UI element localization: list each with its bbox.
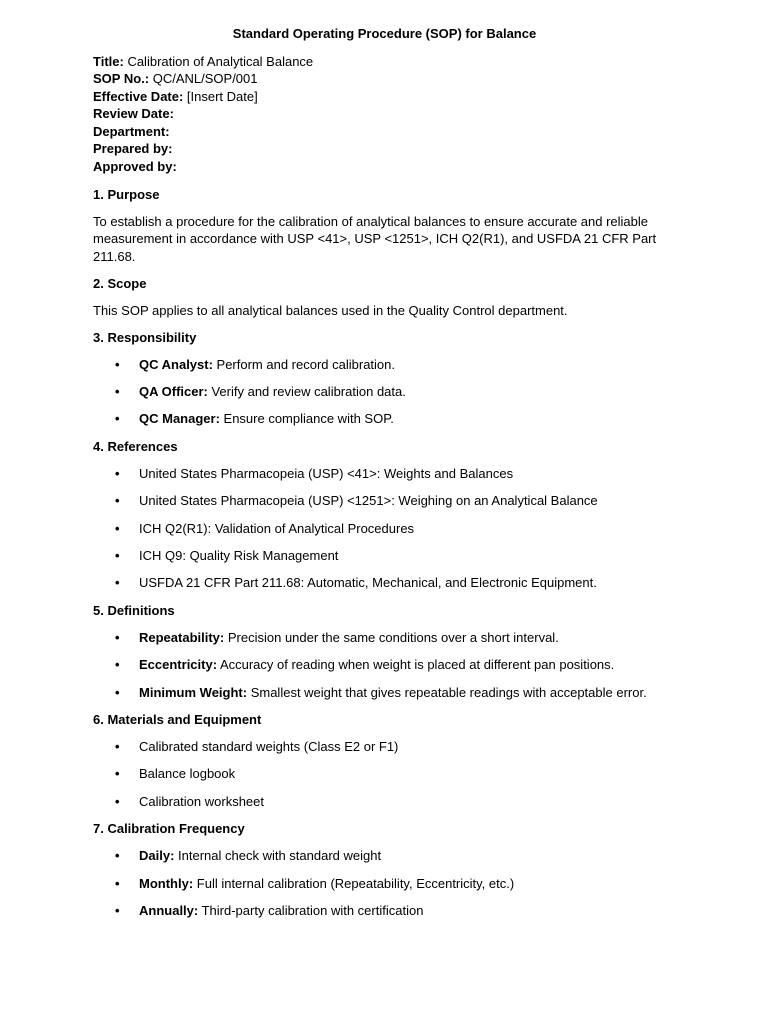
item-label: Eccentricity: — [139, 657, 218, 673]
list-item — [93, 875, 683, 893]
list-item — [93, 629, 683, 647]
item-label: Minimum Weight: — [139, 684, 248, 700]
item-label: QA Officer: — [139, 384, 208, 400]
meta-review-date — [93, 105, 683, 123]
bullet-icon: • — [115, 465, 120, 481]
bullet-list — [93, 847, 683, 919]
list-item — [93, 356, 683, 374]
meta-value: [Insert Date] — [183, 88, 258, 104]
bullet-icon: • — [115, 793, 120, 809]
item-text: United States Pharmacopeia (USP) <41>: Weights and Balances — [139, 465, 514, 481]
meta-effective-date — [93, 88, 683, 106]
list-item — [93, 765, 683, 783]
item-label: Monthly: — [139, 875, 194, 891]
item-label: Annually: — [139, 902, 199, 918]
item-label: Daily: — [139, 848, 175, 864]
bullet-icon: • — [115, 738, 120, 754]
section-heading: 7. Calibration Frequency — [93, 821, 245, 837]
item-text: Balance logbook — [139, 766, 236, 782]
item-label: QC Analyst: — [139, 356, 213, 372]
bullet-icon: • — [115, 384, 120, 400]
list-item — [93, 793, 683, 811]
bullet-list — [93, 465, 683, 592]
item-text: ICH Q9: Quality Risk Management — [139, 548, 339, 563]
meta-label: Department: — [93, 123, 170, 139]
list-item — [93, 847, 683, 865]
item-text: United States Pharmacopeia (USP) <1251>: Weighing on an Analytical Balance — [139, 493, 598, 509]
bullet-icon: • — [115, 684, 120, 700]
item-text: Smallest weight that gives repeatable readings with acceptable error. — [247, 684, 647, 700]
bullet-icon: • — [115, 875, 120, 891]
section-heading: 6. Materials and Equipment — [93, 711, 262, 727]
meta-label: Title: — [93, 53, 124, 69]
bullet-icon: • — [115, 848, 120, 864]
list-item — [93, 547, 683, 565]
bullet-icon: • — [115, 902, 120, 918]
list-item — [93, 383, 683, 401]
list-item — [93, 656, 683, 674]
section-heading: 2. Scope — [93, 275, 147, 291]
list-item — [93, 465, 683, 483]
bullet-list — [93, 356, 683, 428]
document-metadata — [93, 53, 683, 176]
meta-approved-by — [93, 158, 683, 176]
bullet-icon: • — [115, 493, 120, 509]
section-heading: 4. References — [93, 438, 178, 454]
item-text: Calibration worksheet — [139, 793, 265, 809]
bullet-icon: • — [115, 657, 120, 673]
section-heading: 5. Definitions — [93, 602, 175, 618]
meta-title — [93, 53, 683, 71]
item-text: Verify and review calibration data. — [207, 384, 406, 400]
section-calibration-frequency — [93, 820, 683, 919]
bullet-icon: • — [115, 520, 120, 536]
bullet-icon: • — [115, 766, 120, 782]
meta-department — [93, 123, 683, 141]
item-text: Ensure compliance with SOP. — [219, 411, 394, 427]
item-text: Perform and record calibration. — [212, 356, 396, 372]
list-item — [93, 492, 683, 510]
document-page — [93, 25, 683, 929]
item-text: Full internal calibration (Repeatability, Eccentricity, etc.) — [193, 875, 515, 891]
list-item — [93, 520, 683, 538]
bullet-list — [93, 629, 683, 701]
list-item — [93, 410, 683, 428]
bullet-icon: • — [115, 356, 120, 372]
section-heading: 3. Responsibility — [93, 329, 197, 345]
meta-value: Calibration of Analytical Balance — [123, 53, 314, 69]
item-text: Calibrated standard weights (Class E2 or F1) — [139, 738, 399, 754]
item-text: Third-party calibration with certification — [198, 902, 424, 918]
section-references — [93, 438, 683, 592]
meta-prepared-by — [93, 140, 683, 158]
meta-label: Approved by: — [93, 159, 177, 175]
item-text: Internal check with standard weight — [174, 848, 382, 864]
bullet-icon: • — [115, 575, 120, 591]
section-paragraph: To establish a procedure for the calibration of analytical balances to ensure accurate and reliable measurement in accordance with USP <41>, USP <1251>, ICH Q2(R1), and USFDA 21 CFR Part 211.68. — [93, 213, 657, 264]
meta-label: Prepared by: — [93, 141, 173, 157]
item-text: Accuracy of reading when weight is placed at different pan positions. — [217, 657, 615, 673]
section-scope — [93, 275, 683, 320]
section-heading: 1. Purpose — [93, 186, 160, 202]
section-definitions — [93, 602, 683, 701]
item-text: ICH Q2(R1): Validation of Analytical Procedures — [139, 520, 415, 536]
section-paragraph: This SOP applies to all analytical balances used in the Quality Control department. — [93, 302, 568, 318]
list-item — [93, 684, 683, 702]
section-materials-equipment — [93, 711, 683, 810]
meta-label: Effective Date: — [93, 88, 184, 104]
list-item — [93, 902, 683, 920]
item-text: Precision under the same conditions over a short interval. — [224, 629, 559, 645]
item-label: QC Manager: — [139, 411, 220, 427]
list-item — [93, 738, 683, 756]
section-responsibility — [93, 329, 683, 428]
bullet-icon: • — [115, 548, 120, 563]
meta-label: SOP No.: — [93, 71, 150, 87]
meta-value: QC/ANL/SOP/001 — [149, 71, 258, 87]
meta-label: Review Date: — [93, 106, 174, 122]
bullet-icon: • — [115, 411, 120, 427]
section-purpose — [93, 186, 683, 266]
document-title: Standard Operating Procedure (SOP) for Balance — [232, 26, 537, 41]
item-text: USFDA 21 CFR Part 211.68: Automatic, Mechanical, and Electronic Equipment. — [139, 575, 597, 591]
bullet-icon: • — [115, 629, 120, 645]
item-label: Repeatability: — [139, 629, 225, 645]
meta-sop-number — [93, 70, 683, 88]
list-item — [93, 574, 683, 592]
bullet-list — [93, 738, 683, 810]
